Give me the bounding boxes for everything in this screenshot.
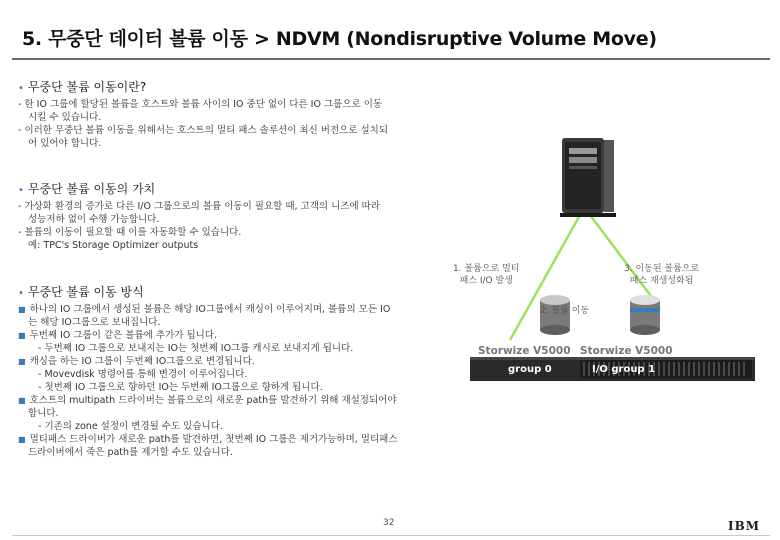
text-line: 시킬 수 있습니다.	[28, 112, 102, 123]
bullet-icon: •	[18, 185, 24, 196]
text-line: 어 있어야 합니다.	[28, 138, 102, 149]
text-line: - 이러한 무중단 볼륨 이동을 위해서는 호스트의 멀티 패스 솔루션이 최신 버전으로 설치되	[18, 125, 389, 136]
bullet-icon: ■	[18, 396, 26, 405]
footer-divider	[12, 535, 770, 536]
section-heading: • 무중단 볼륨 이동 방식	[18, 285, 144, 299]
text-line: ■ 캐싱을 하는 IO 그룹이 두번째 IO그룹으로 변경됩니다.	[18, 356, 255, 367]
section-method	[18, 283, 398, 459]
text-line: 예: TPC's Storage Optimizer outputs	[28, 240, 199, 251]
callout-path-rebuilt: 3. 이동된 볼륨으로 패스 재생성화됨	[624, 264, 700, 286]
volume-destination-icon	[630, 295, 660, 335]
io-group-label-right: I/O group 1	[592, 364, 656, 375]
text-line: 성능저하 없이 수행 가능합니다.	[28, 214, 160, 225]
text-line: ■ 호스트의 multipath 드라이버는 볼륨으로의 새로운 path를 발견하기 위해 재설정되어야	[18, 395, 397, 406]
page-title: 5. 무중단 데이터 볼륨 이동 > NDVM (Nondisruptive Volume Move)	[22, 28, 657, 50]
storage-label-right: Storwize V5000	[580, 345, 673, 357]
bullet-icon: ■	[18, 331, 26, 340]
text-line: ■ 멀티패스 드라이버가 새로운 path를 발견하면, 첫번째 IO 그룹은 제거가능하며, 멀티패스	[18, 434, 398, 445]
section-value	[18, 180, 380, 252]
bullet-icon: ■	[18, 305, 26, 314]
host-server-icon	[560, 138, 616, 217]
text-line: 드라이버에서 죽은 path를 제거할 수도 있습니다.	[28, 447, 233, 458]
bullet-icon: •	[18, 83, 24, 94]
callout-multipath-io: 1. 볼륨으로 멀티 패스 I/O 발생	[453, 264, 520, 286]
text-line: 는 해당 IO그룹으로 보내집니다.	[28, 317, 161, 328]
io-group-label-left: group 0	[508, 364, 552, 375]
text-line: 합니다.	[28, 408, 59, 419]
text-line: - 기존의 zone 설정이 변경될 수도 있습니다.	[38, 421, 223, 432]
section-what-is-ndvm	[18, 78, 388, 150]
section-heading: • 무중단 볼륨 이동이란?	[18, 80, 147, 94]
text-line: - Movevdisk 명령어를 통해 변경이 이루어집니다.	[38, 369, 248, 380]
text-line: ■ 하나의 IO 그룹에서 생성된 볼륨은 해당 IO그룹에서 캐싱이 이루어지며, 볼륨의 모든 IO	[18, 304, 391, 315]
text-line: - 두번째 IO 그룹으로 보내지는 IO는 첫번째 IO그룹 캐시로 보내지게 됩니다.	[38, 343, 354, 354]
text-line: ■ 두번째 IO 그룹이 같은 볼륨에 추가가 됩니다.	[18, 330, 217, 341]
bullet-icon: ■	[18, 357, 26, 366]
text-line: - 첫번째 IO 그룹으로 향하던 IO는 두번째 IO그룹으로 향하게 됩니다.	[38, 382, 323, 393]
section-heading: • 무중단 볼륨 이동의 가치	[18, 182, 156, 196]
path-line-host-to-group1	[590, 215, 660, 308]
text-line: - 한 IO 그룹에 할당된 볼륨을 호스트와 볼륨 사이의 IO 중단 없이 다른 IO 그룹으로 이동	[18, 99, 383, 110]
callout-volume-move: 2. 볼륨 이동	[540, 306, 590, 316]
storage-label-left: Storwize V5000	[478, 345, 571, 357]
bullet-icon: ■	[18, 435, 26, 444]
bullet-icon: •	[18, 288, 24, 299]
text-line: - 가상화 환경의 증가로 다른 I/O 그룹으로의 볼륨 이동이 필요할 때, 고객의 니즈에 따라	[18, 201, 381, 212]
title-divider	[12, 58, 770, 60]
text-line: - 볼륨의 이동이 필요할 때 이를 자동화할 수 있습니다.	[18, 227, 242, 238]
ibm-logo: IBM	[728, 519, 761, 533]
page-number: 32	[383, 518, 395, 528]
